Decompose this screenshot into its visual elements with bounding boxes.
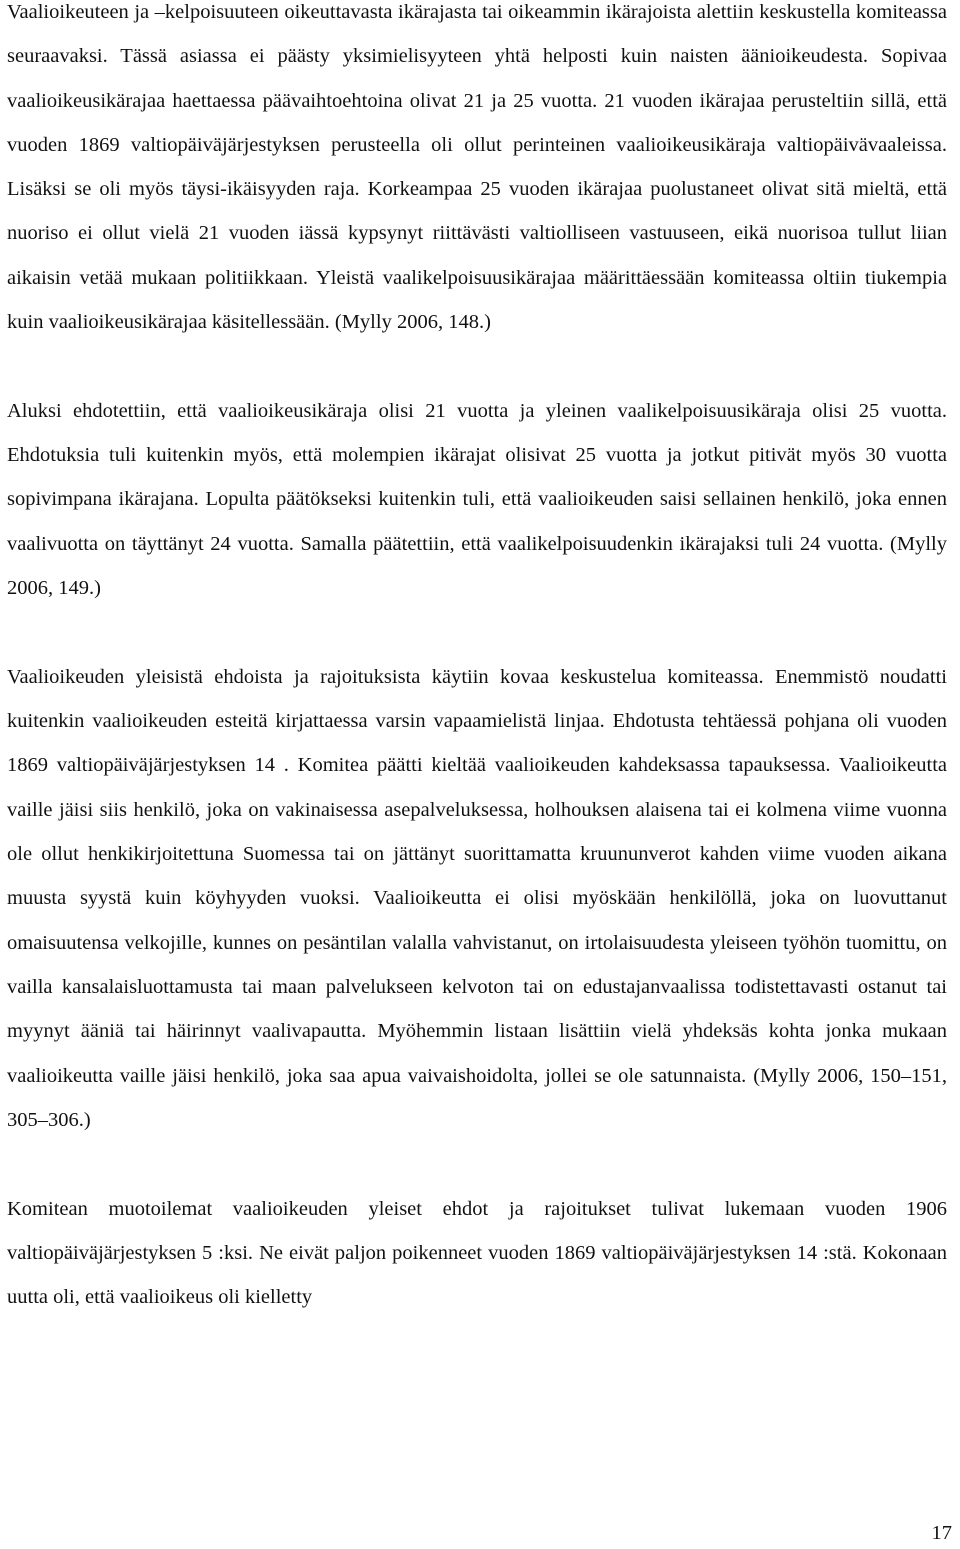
paragraph: Vaalioikeuteen ja –kelpoisuuteen oikeuttavasta ikärajasta tai oikeammin ikärajoista alettiin keskustella komiteassa seuraavaksi. Tässä asiassa ei päästy yksimielisyyteen yhtä helposti kuin naisten äänioikeudesta. Sopivaa vaalioikeusikärajaa haettaessa päävaihtoehtoina olivat 21 ja 25 vuotta. 21 vuoden ikärajaa perusteltiin sillä, että vuoden 1869 valtiopäiväjärjestyksen perusteella oli ollut perinteinen vaalioikeusikäraja valtiopäivävaaleissa. Lisäksi se oli myös täysi-ikäisyyden raja. Korkeampaa 25 vuoden ikärajaa puolustaneet olivat sitä mieltä, että nuoriso ei ollut vielä 21 vuoden iässä kypsynyt riittävästi valtiolliseen vastuuseen, eikä nuorisoa tullut liian aikaisin vetää mukaan politiikkaan. Yleistä vaalikelpoisuusikärajaa määrittäessään komiteassa oltiin tiukempia kuin vaalioikeusikärajaa käsitellessään. (Mylly 2006, 148.) [7, 1, 947, 334]
paragraph: Vaalioikeuden yleisistä ehdoista ja rajoituksista käytiin kovaa keskustelua komiteassa. Enemmistö noudatti kuitenkin vaalioikeuden esteitä kirjattaessa varsin vapaamielistä linjaa. Ehdotusta tehtäessä pohjana oli vuoden 1869 valtiopäiväjärjestyksen 14 . Komitea päätti kieltää vaalioikeuden kahdeksassa tapauksessa. Vaalioikeutta vaille jäisi siis henkilö, joka on vakinaisessa asepalveluksessa, holhouksen alaisena tai ei kolmena viime vuonna ole ollut henkikirjoitettuna Suomessa tai on jättänyt suorittamatta kruununverot kahden viime vuoden aikana muusta syystä kuin köyhyyden vuoksi. Vaalioikeutta ei olisi myöskään henkilöllä, joka on luovuttanut omaisuutensa velkojille, kunnes on pesäntilan valalla vahvistanut, on irtolaisuudesta yleiseen työhön tuomittu, on vailla kansalaisluottamusta tai maan palvelukseen kelvoton tai on edustajanvaalissa todistettavasti ostanut tai myynyt ääniä tai häirinnyt vaalivapautta. Myöhemmin listaan lisättiin vielä yhdeksäs kohta jonka mukaan vaalioikeutta vaille jäisi henkilö, joka saa apua vaivaishoidolta, jollei se ole satunnaista. (Mylly 2006, 150–151, 305–306.) [7, 665, 947, 1131]
body-text [7, 0, 947, 1320]
paragraph: Aluksi ehdotettiin, että vaalioikeusikäraja olisi 21 vuotta ja yleinen vaalikelpoisuusikäraja olisi 25 vuotta. Ehdotuksia tuli kuitenkin myös, että molempien ikärajat olisivat 25 vuotta ja jotkut pitivät myös 30 vuotta sopivimpana ikärajana. Lopulta päätökseksi kuitenkin tuli, että vaalioikeuden saisi sellainen henkilö, joka ennen vaalivuotta on täyttänyt 24 vuotta. Samalla päätettiin, että vaalikelpoisuudenkin ikärajaksi tuli 24 vuotta. (Mylly 2006, 149.) [7, 399, 947, 600]
page-number: 17 [931, 1522, 952, 1544]
paragraph: Komitean muotoilemat vaalioikeuden yleiset ehdot ja rajoitukset tulivat lukemaan vuoden 1906 valtiopäiväjärjestyksen 5 :ksi. Ne eivät paljon poikenneet vuoden 1869 valtiopäiväjärjestyksen 14 :stä. Kokonaan uutta oli, että vaalioikeus oli kielletty [7, 1197, 947, 1309]
